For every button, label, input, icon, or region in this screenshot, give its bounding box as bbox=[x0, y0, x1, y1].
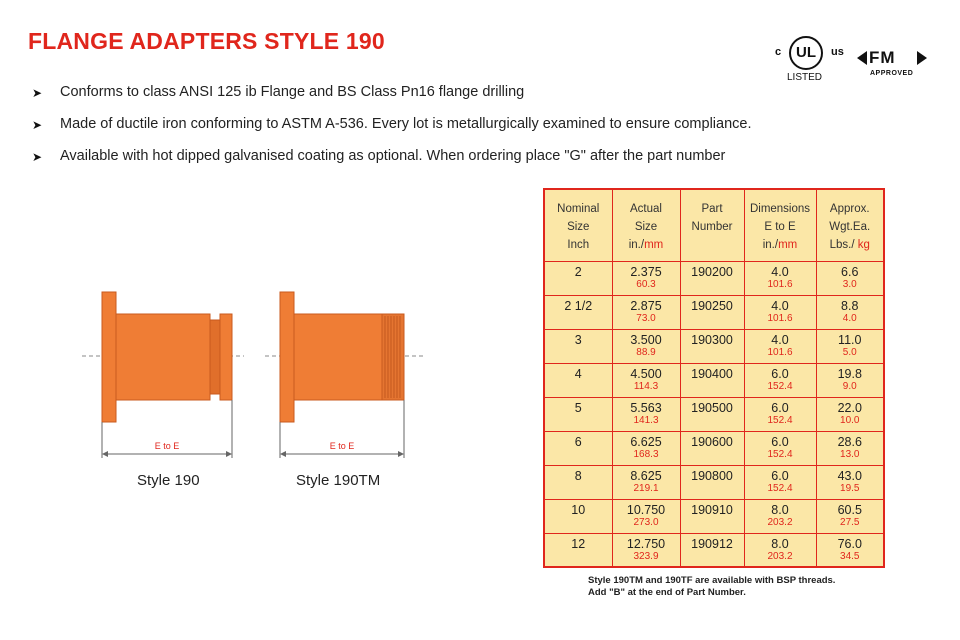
cell-metric-value: 141.3 bbox=[633, 414, 659, 426]
dim-label-190tm: E to E bbox=[329, 441, 355, 451]
cell-value: 2 1/2 bbox=[564, 298, 593, 313]
header-line: Number bbox=[691, 221, 733, 233]
cell-metric-value: 4.0 bbox=[842, 312, 857, 324]
table-cell-part bbox=[680, 329, 744, 363]
cell-value: 6.0 bbox=[771, 366, 789, 381]
table-cell-wt-lb bbox=[816, 465, 884, 499]
cell-value: 8.0 bbox=[771, 502, 789, 517]
cell-value: 190800 bbox=[691, 468, 733, 483]
fm-approved-logo bbox=[857, 48, 935, 82]
cell-value: 28.6 bbox=[837, 434, 862, 449]
ul-mark: UL bbox=[789, 36, 823, 70]
header-line: Actual bbox=[630, 203, 662, 215]
cell-value: 60.5 bbox=[837, 502, 862, 517]
table-row bbox=[544, 533, 884, 567]
header-nominal-size bbox=[544, 189, 612, 261]
table-cell-part bbox=[680, 261, 744, 295]
cell-value: 3 bbox=[574, 332, 582, 347]
fm-mark: FM bbox=[869, 48, 896, 67]
cell-metric-value: 10.0 bbox=[840, 414, 860, 426]
cell-value: 6.0 bbox=[771, 400, 789, 415]
table-cell-actual-in bbox=[612, 261, 680, 295]
style-190tm-drawing bbox=[265, 292, 425, 458]
cell-value: 2 bbox=[574, 264, 582, 279]
fm-right-arrow-icon bbox=[917, 51, 927, 65]
table-cell-dim-in bbox=[744, 397, 816, 431]
header-line: in./ bbox=[628, 239, 645, 251]
table-cell-actual-in bbox=[612, 363, 680, 397]
table-cell-wt-lb bbox=[816, 363, 884, 397]
table-row bbox=[544, 499, 884, 533]
ul-c-text: c bbox=[775, 46, 782, 58]
ul-us-text: us bbox=[831, 46, 844, 58]
header-line: Lbs./ bbox=[829, 239, 855, 251]
cell-value: 190500 bbox=[691, 400, 733, 415]
cell-metric-value: 73.0 bbox=[636, 312, 656, 324]
table-cell-actual-in bbox=[612, 465, 680, 499]
cell-metric-value: 88.9 bbox=[636, 346, 656, 358]
cell-metric-value: 219.1 bbox=[633, 482, 659, 494]
cell-metric-value: 3.0 bbox=[842, 278, 857, 290]
cell-value: 4.0 bbox=[771, 298, 789, 313]
cell-value: 4.500 bbox=[630, 366, 662, 381]
header-dimensions bbox=[744, 189, 816, 261]
cell-value: 2.375 bbox=[630, 264, 662, 279]
table-cell-nominal bbox=[544, 465, 612, 499]
cell-value: 2.875 bbox=[630, 298, 662, 313]
cell-metric-value: 203.2 bbox=[767, 550, 793, 562]
cell-value: 6 bbox=[574, 434, 582, 449]
header-line: Size bbox=[567, 221, 590, 233]
cell-metric-value: 114.3 bbox=[633, 380, 659, 392]
header-line: Dimensions bbox=[749, 203, 811, 215]
feature-item bbox=[32, 148, 752, 180]
table-cell-part bbox=[680, 295, 744, 329]
bsp-threads-note bbox=[588, 575, 835, 599]
cell-value: 5 bbox=[574, 400, 582, 415]
cell-metric-value: 101.6 bbox=[767, 346, 793, 358]
feature-list bbox=[32, 84, 752, 180]
cell-metric-value: 60.3 bbox=[636, 278, 656, 290]
bullet-arrow-icon: ➤ bbox=[32, 118, 43, 132]
table-cell-dim-in bbox=[744, 431, 816, 465]
table-cell-actual-in bbox=[612, 499, 680, 533]
dimensions-table bbox=[543, 188, 885, 568]
table-row bbox=[544, 329, 884, 363]
cell-metric-value: 27.5 bbox=[840, 516, 860, 528]
table-cell-dim-in bbox=[744, 261, 816, 295]
cell-metric-value: 19.5 bbox=[840, 482, 860, 494]
table-cell-dim-in bbox=[744, 533, 816, 567]
caption-style-190: Style 190 bbox=[137, 472, 200, 489]
bullet-arrow-icon: ➤ bbox=[32, 86, 43, 100]
cell-value: 12.750 bbox=[626, 536, 666, 551]
ul-listed-logo bbox=[775, 36, 847, 86]
cell-value: 190912 bbox=[691, 536, 733, 551]
table-cell-part bbox=[680, 533, 744, 567]
table-cell-nominal bbox=[544, 295, 612, 329]
cell-value: 4.0 bbox=[771, 264, 789, 279]
cell-value: 190200 bbox=[691, 264, 733, 279]
table-cell-actual-in bbox=[612, 295, 680, 329]
cell-value: 8.625 bbox=[630, 468, 662, 483]
cell-value: 6.0 bbox=[771, 434, 789, 449]
style-190-drawing bbox=[82, 292, 244, 458]
table-cell-actual-in bbox=[612, 533, 680, 567]
cell-value: 76.0 bbox=[837, 536, 862, 551]
table-cell-dim-in bbox=[744, 465, 816, 499]
cell-value: 3.500 bbox=[630, 332, 662, 347]
cell-metric-value: 168.3 bbox=[633, 448, 659, 460]
cell-value: 4 bbox=[574, 366, 582, 381]
table-cell-wt-lb bbox=[816, 397, 884, 431]
cell-metric-value: 152.4 bbox=[767, 380, 793, 392]
header-line: E to E bbox=[764, 221, 796, 233]
table-cell-nominal bbox=[544, 397, 612, 431]
cell-metric-value: 273.0 bbox=[633, 516, 659, 528]
table-cell-actual-in bbox=[612, 431, 680, 465]
header-line: Approx. bbox=[829, 203, 870, 215]
header-actual-size bbox=[612, 189, 680, 261]
cell-value: 6.0 bbox=[771, 468, 789, 483]
table-cell-part bbox=[680, 397, 744, 431]
table-cell-nominal bbox=[544, 431, 612, 465]
page-title: FLANGE ADAPTERS STYLE 190 bbox=[28, 28, 385, 54]
table-row bbox=[544, 397, 884, 431]
table-cell-dim-in bbox=[744, 363, 816, 397]
table-cell-wt-lb bbox=[816, 295, 884, 329]
cell-value: 5.563 bbox=[630, 400, 662, 415]
header-unit: kg bbox=[857, 239, 870, 251]
table-cell-dim-in bbox=[744, 499, 816, 533]
cell-value: 190910 bbox=[691, 502, 733, 517]
cell-value: 190250 bbox=[691, 298, 733, 313]
feature-text: Made of ductile iron conforming to ASTM A-536. Every lot is metallurgically examined to ensure compliance. bbox=[60, 116, 752, 132]
fm-left-arrow-icon bbox=[857, 51, 867, 65]
table-row bbox=[544, 363, 884, 397]
table-row bbox=[544, 295, 884, 329]
header-line: Size bbox=[634, 221, 658, 233]
table-row bbox=[544, 465, 884, 499]
cell-metric-value: 13.0 bbox=[840, 448, 860, 460]
flange-adapter-diagram bbox=[60, 270, 500, 510]
table-cell-actual-in bbox=[612, 329, 680, 363]
table-cell-dim-in bbox=[744, 295, 816, 329]
cell-value: 10 bbox=[571, 502, 586, 517]
header-line: Wgt.Ea. bbox=[829, 221, 871, 233]
cell-value: 190600 bbox=[691, 434, 733, 449]
header-part-number bbox=[680, 189, 744, 261]
table-cell-part bbox=[680, 465, 744, 499]
cell-metric-value: 101.6 bbox=[767, 312, 793, 324]
header-weight bbox=[816, 189, 884, 261]
cell-metric-value: 9.0 bbox=[842, 380, 857, 392]
cell-value: 8.8 bbox=[841, 298, 859, 313]
note-line-2: Add "B" at the end of Part Number. bbox=[588, 587, 746, 598]
table-cell-part bbox=[680, 499, 744, 533]
table-row bbox=[544, 431, 884, 465]
header-line: in./ bbox=[762, 239, 779, 251]
table-cell-nominal bbox=[544, 363, 612, 397]
note-line-1: Style 190TM and 190TF are available with BSP threads. bbox=[588, 575, 836, 586]
cell-value: 8 bbox=[574, 468, 582, 483]
cell-metric-value: 5.0 bbox=[842, 346, 857, 358]
table-cell-wt-lb bbox=[816, 499, 884, 533]
header-line: Nominal bbox=[557, 203, 600, 215]
header-line: Part bbox=[701, 203, 723, 215]
dim-label-190: E to E bbox=[154, 441, 180, 451]
table-cell-nominal bbox=[544, 261, 612, 295]
cell-value: 12 bbox=[571, 536, 586, 551]
cell-value: 4.0 bbox=[771, 332, 789, 347]
cell-value: 22.0 bbox=[837, 400, 862, 415]
table-cell-nominal bbox=[544, 329, 612, 363]
cell-metric-value: 152.4 bbox=[767, 482, 793, 494]
feature-item bbox=[32, 116, 752, 148]
cell-metric-value: 323.9 bbox=[633, 550, 659, 562]
table-cell-wt-lb bbox=[816, 431, 884, 465]
cell-value: 8.0 bbox=[771, 536, 789, 551]
cell-value: 6.625 bbox=[630, 434, 662, 449]
cell-metric-value: 34.5 bbox=[840, 550, 860, 562]
feature-text: Available with hot dipped galvanised coating as optional. When ordering place "G" after the part number bbox=[60, 148, 726, 164]
table-cell-wt-lb bbox=[816, 261, 884, 295]
cell-metric-value: 101.6 bbox=[767, 278, 793, 290]
cell-value: 6.6 bbox=[841, 264, 859, 279]
table-cell-dim-in bbox=[744, 329, 816, 363]
feature-text: Conforms to class ANSI 125 ib Flange and BS Class Pn16 flange drilling bbox=[60, 84, 525, 100]
certification-logos bbox=[775, 36, 935, 86]
table-cell-part bbox=[680, 431, 744, 465]
table-cell-nominal bbox=[544, 533, 612, 567]
cell-value: 11.0 bbox=[838, 332, 862, 347]
cell-metric-value: 152.4 bbox=[767, 448, 793, 460]
cell-value: 43.0 bbox=[837, 468, 862, 483]
cell-value: 19.8 bbox=[837, 366, 862, 381]
header-line: Inch bbox=[567, 239, 590, 251]
header-unit: mm bbox=[644, 239, 664, 251]
cell-value: 190300 bbox=[691, 332, 733, 347]
table-cell-nominal bbox=[544, 499, 612, 533]
caption-style-190tm: Style 190TM bbox=[296, 472, 381, 489]
cell-value: 190400 bbox=[691, 366, 733, 381]
fm-approved-text: APPROVED bbox=[870, 70, 914, 77]
header-unit: mm bbox=[778, 239, 798, 251]
table-cell-actual-in bbox=[612, 397, 680, 431]
table-cell-part bbox=[680, 363, 744, 397]
cell-metric-value: 203.2 bbox=[767, 516, 793, 528]
table-cell-wt-lb bbox=[816, 329, 884, 363]
cell-metric-value: 152.4 bbox=[767, 414, 793, 426]
feature-item bbox=[32, 84, 752, 116]
bullet-arrow-icon: ➤ bbox=[32, 150, 43, 164]
table-header-row bbox=[544, 189, 884, 261]
table-row bbox=[544, 261, 884, 295]
table-cell-wt-lb bbox=[816, 533, 884, 567]
cell-value: 10.750 bbox=[626, 502, 666, 517]
ul-listed-text: LISTED bbox=[787, 72, 823, 83]
